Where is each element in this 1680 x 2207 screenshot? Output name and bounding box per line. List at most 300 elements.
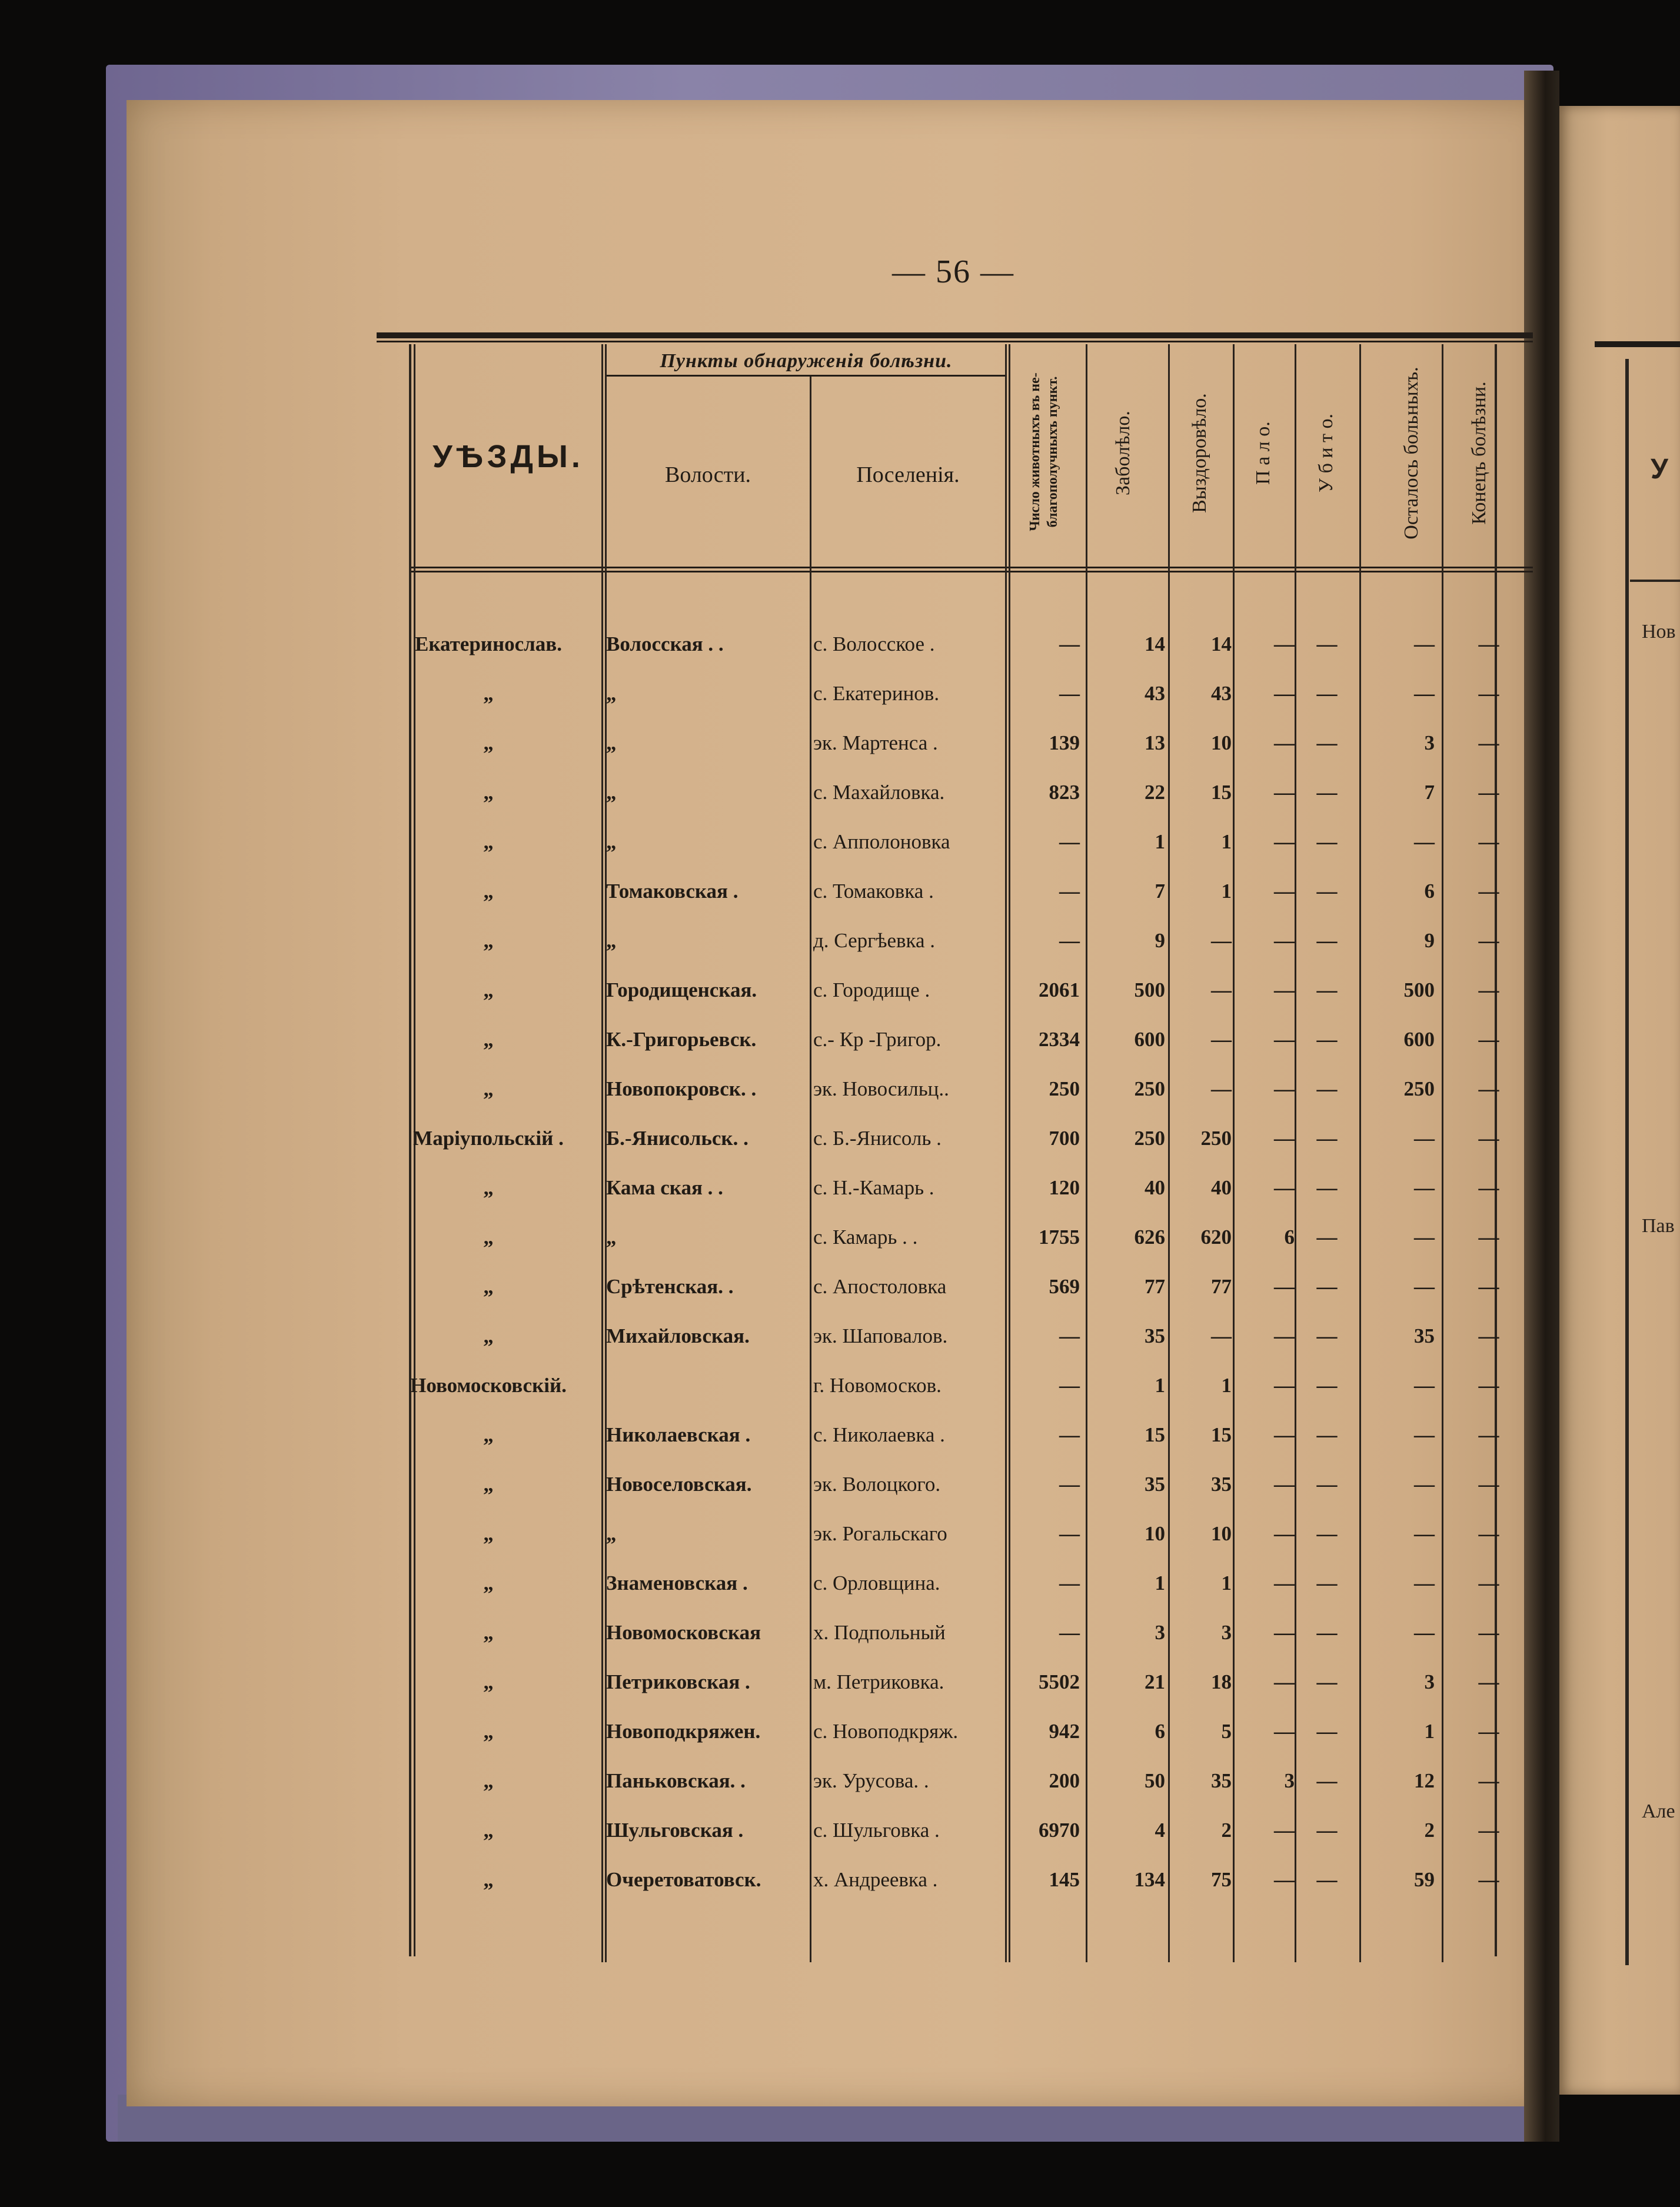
cell-zabolelo: 600 xyxy=(1134,1028,1165,1051)
table-row xyxy=(377,917,1533,967)
cell-konets: — xyxy=(1478,1572,1499,1595)
cell-vyzdorovelo: 15 xyxy=(1211,781,1232,804)
cell-volost: Новопокровск. . xyxy=(606,1077,757,1100)
table-row xyxy=(377,720,1533,769)
cell-ostalos: 2 xyxy=(1424,1819,1435,1842)
cell-animals: 5502 xyxy=(1039,1670,1080,1693)
cell-animals: 6970 xyxy=(1039,1819,1080,1842)
cell-uezd: Маріупольскій . xyxy=(413,1127,564,1150)
cell-ostalos: — xyxy=(1414,1621,1435,1644)
cell-zabolelo: 1 xyxy=(1155,1572,1165,1595)
cell-uezd: „ xyxy=(483,1522,494,1545)
cell-ostalos: 500 xyxy=(1403,978,1435,1001)
cell-zabolelo: 9 xyxy=(1155,929,1165,952)
cell-ostalos: — xyxy=(1414,1275,1435,1298)
cell-volost: „ xyxy=(606,929,617,952)
cell-ubito: — xyxy=(1316,1720,1338,1743)
cell-vyzdorovelo: 3 xyxy=(1221,1621,1232,1644)
cell-palo: — xyxy=(1274,1374,1295,1397)
cell-volost: Срѣтенская. . xyxy=(606,1275,734,1298)
cell-poselenie: м. Петриковка. xyxy=(813,1670,944,1693)
cell-vyzdorovelo: 10 xyxy=(1211,1522,1232,1545)
cell-vyzdorovelo: 75 xyxy=(1211,1868,1232,1891)
cell-animals: — xyxy=(1059,633,1080,655)
cell-konets: — xyxy=(1478,1028,1499,1051)
cell-palo: — xyxy=(1274,1176,1295,1199)
cell-animals: 569 xyxy=(1049,1275,1080,1298)
cell-poselenie: с. Новоподкряж. xyxy=(813,1720,959,1743)
cell-vyzdorovelo: 1 xyxy=(1221,830,1232,853)
cell-konets: — xyxy=(1478,978,1499,1001)
facing-page-column-line xyxy=(1625,359,1629,1965)
cell-vyzdorovelo: — xyxy=(1211,1324,1232,1347)
table-row xyxy=(377,1609,1533,1659)
cell-ubito: — xyxy=(1316,880,1338,903)
cell-ostalos: 600 xyxy=(1403,1028,1435,1051)
cell-ostalos: — xyxy=(1414,1374,1435,1397)
cell-ubito: — xyxy=(1316,1473,1338,1496)
cell-ubito: — xyxy=(1316,1226,1338,1249)
cell-ubito: — xyxy=(1316,1621,1338,1644)
table-row xyxy=(377,1016,1533,1066)
cell-vyzdorovelo: 18 xyxy=(1211,1670,1232,1693)
cell-ostalos: — xyxy=(1414,1522,1435,1545)
cell-vyzdorovelo: 1 xyxy=(1221,1374,1232,1397)
cell-volost: Новоподкряжен. xyxy=(606,1720,761,1743)
cell-zabolelo: 1 xyxy=(1155,1374,1165,1397)
cell-volost: Городищенская. xyxy=(606,978,757,1001)
cell-zabolelo: 21 xyxy=(1145,1670,1165,1693)
cell-poselenie: с. Шульговка . xyxy=(813,1819,940,1842)
cell-zabolelo: 14 xyxy=(1145,633,1165,655)
cell-konets: — xyxy=(1478,1621,1499,1644)
cell-vyzdorovelo: — xyxy=(1211,978,1232,1001)
header-bottom-rule xyxy=(409,567,1533,568)
cell-poselenie: с. Апостоловка xyxy=(813,1275,947,1298)
cell-volost: Очеретоватовск. xyxy=(606,1868,761,1891)
cell-vyzdorovelo: — xyxy=(1211,1077,1232,1100)
header-animals: Число животныхъ въ не-благополучныхъ пункт. xyxy=(1027,372,1060,531)
cell-volost: Михайловская. xyxy=(606,1324,750,1347)
cell-poselenie: с. Апполоновка xyxy=(813,830,950,853)
cell-animals: — xyxy=(1059,1572,1080,1595)
cell-palo: — xyxy=(1274,1028,1295,1051)
cell-poselenie: с. Екатеринов. xyxy=(813,682,940,705)
cell-ubito: — xyxy=(1316,978,1338,1001)
table-row xyxy=(377,1510,1533,1560)
table-row xyxy=(377,1412,1533,1461)
cell-poselenie: с. Николаевка . xyxy=(813,1423,945,1446)
cell-ostalos: — xyxy=(1414,1423,1435,1446)
cell-ubito: — xyxy=(1316,1670,1338,1693)
cell-ubito: — xyxy=(1316,1028,1338,1051)
cell-ostalos: — xyxy=(1414,1127,1435,1150)
cell-poselenie: с. Томаковка . xyxy=(813,880,934,903)
header-zabolelo: Заболѣло. xyxy=(1112,411,1134,495)
cell-animals: — xyxy=(1059,1621,1080,1644)
cell-ostalos: — xyxy=(1414,1473,1435,1496)
cell-ostalos: 35 xyxy=(1414,1324,1435,1347)
cell-ostalos: 9 xyxy=(1424,929,1435,952)
cell-uezd: „ xyxy=(483,1720,494,1743)
cell-vyzdorovelo: 35 xyxy=(1211,1473,1232,1496)
cell-ostalos: 3 xyxy=(1424,731,1435,754)
cell-palo: — xyxy=(1274,1275,1295,1298)
cell-konets: — xyxy=(1478,1473,1499,1496)
cell-vyzdorovelo: 43 xyxy=(1211,682,1232,705)
cell-zabolelo: 3 xyxy=(1155,1621,1165,1644)
cell-animals: — xyxy=(1059,1324,1080,1347)
cell-poselenie: с. Орловщина. xyxy=(813,1572,940,1595)
cell-ubito: — xyxy=(1316,781,1338,804)
cell-zabolelo: 4 xyxy=(1155,1819,1165,1842)
cell-vyzdorovelo: 620 xyxy=(1200,1226,1232,1249)
table-row xyxy=(377,1708,1533,1757)
cell-konets: — xyxy=(1478,1176,1499,1199)
cell-palo: 6 xyxy=(1284,1226,1295,1249)
table-row xyxy=(377,1115,1533,1164)
table-row xyxy=(377,1263,1533,1313)
cell-ubito: — xyxy=(1316,1572,1338,1595)
facing-page-rule xyxy=(1595,341,1680,347)
cell-poselenie: эк. Мартенса . xyxy=(813,731,938,754)
cell-konets: — xyxy=(1478,1769,1499,1792)
cell-animals: — xyxy=(1059,929,1080,952)
table-row xyxy=(377,967,1533,1016)
cell-palo: — xyxy=(1274,781,1295,804)
cell-ubito: — xyxy=(1316,731,1338,754)
facing-page-header-fragment: У xyxy=(1651,454,1668,485)
cell-ubito: — xyxy=(1316,1077,1338,1100)
cell-animals: — xyxy=(1059,1423,1080,1446)
header-bottom-rule-2 xyxy=(409,571,1533,572)
cell-vyzdorovelo: 14 xyxy=(1211,633,1232,655)
cell-palo: — xyxy=(1274,830,1295,853)
cell-konets: — xyxy=(1478,1374,1499,1397)
header-vyzdorovelo: Выздоровѣло. xyxy=(1189,393,1210,513)
cell-animals: — xyxy=(1059,682,1080,705)
cell-animals: — xyxy=(1059,830,1080,853)
cell-uezd: Новомосковскій. xyxy=(410,1374,567,1397)
cell-ostalos: — xyxy=(1414,633,1435,655)
cell-zabolelo: 500 xyxy=(1134,978,1165,1001)
cell-zabolelo: 250 xyxy=(1134,1127,1165,1150)
cell-konets: — xyxy=(1478,1720,1499,1743)
cell-zabolelo: 35 xyxy=(1145,1324,1165,1347)
table-top-rule xyxy=(377,332,1533,338)
cell-animals: — xyxy=(1059,1473,1080,1496)
cell-ubito: — xyxy=(1316,682,1338,705)
cell-ostalos: 7 xyxy=(1424,781,1435,804)
cell-konets: — xyxy=(1478,880,1499,903)
cell-volost: Петриковская . xyxy=(606,1670,750,1693)
cell-ubito: — xyxy=(1316,929,1338,952)
cell-volost: Б.-Янисольск. . xyxy=(606,1127,748,1150)
facing-page-row-fragment: Нов xyxy=(1642,621,1676,643)
cell-ubito: — xyxy=(1316,1176,1338,1199)
facing-page-header-line xyxy=(1630,580,1680,582)
table-row xyxy=(377,670,1533,720)
cell-ubito: — xyxy=(1316,1522,1338,1545)
table-row xyxy=(377,1313,1533,1362)
table-row xyxy=(377,1659,1533,1708)
cell-konets: — xyxy=(1478,1275,1499,1298)
cell-zabolelo: 1 xyxy=(1155,830,1165,853)
cell-volost: Шульговская . xyxy=(606,1819,744,1842)
cell-ostalos: 3 xyxy=(1424,1670,1435,1693)
cell-vyzdorovelo: 35 xyxy=(1211,1769,1232,1792)
cell-zabolelo: 10 xyxy=(1145,1522,1165,1545)
cell-uezd: „ xyxy=(483,1572,494,1595)
cell-animals: 1755 xyxy=(1039,1226,1080,1249)
table-row xyxy=(377,1807,1533,1856)
cell-ubito: — xyxy=(1316,1127,1338,1150)
cell-uezd: „ xyxy=(483,929,494,952)
cell-poselenie: с.- Кр -Григор. xyxy=(813,1028,942,1051)
cell-konets: — xyxy=(1478,929,1499,952)
cell-palo: — xyxy=(1274,633,1295,655)
cell-uezd: „ xyxy=(483,781,494,804)
cell-volost: Николаевская . xyxy=(606,1423,751,1446)
header-ostalos: Осталось больныхъ. xyxy=(1400,367,1422,540)
cell-volost: „ xyxy=(606,1522,617,1545)
cell-volost: Кама ская . . xyxy=(606,1176,723,1199)
table-row xyxy=(377,1461,1533,1510)
cell-volost: Волосская . . xyxy=(606,633,724,655)
cell-palo: — xyxy=(1274,1324,1295,1347)
cell-ostalos: 6 xyxy=(1424,880,1435,903)
cell-animals: 200 xyxy=(1049,1769,1080,1792)
cell-palo: — xyxy=(1274,1522,1295,1545)
cell-volost: „ xyxy=(606,682,617,705)
cell-poselenie: эк. Новосильц.. xyxy=(813,1077,949,1100)
cell-zabolelo: 22 xyxy=(1145,781,1165,804)
cell-animals: 2334 xyxy=(1039,1028,1080,1051)
cell-poselenie: с. Камарь . . xyxy=(813,1226,918,1249)
cell-ostalos: 250 xyxy=(1403,1077,1435,1100)
cell-poselenie: х. Андреевка . xyxy=(813,1868,938,1891)
cell-ubito: — xyxy=(1316,1324,1338,1347)
cell-ostalos: 59 xyxy=(1414,1868,1435,1891)
cell-zabolelo: 6 xyxy=(1155,1720,1165,1743)
table-top-rule-thin xyxy=(377,341,1533,342)
page-number: — 56 — xyxy=(892,254,1014,290)
cell-animals: 700 xyxy=(1049,1127,1080,1150)
cell-uezd: „ xyxy=(483,1077,494,1100)
cell-palo: — xyxy=(1274,731,1295,754)
cell-vyzdorovelo: — xyxy=(1211,1028,1232,1051)
cell-ubito: — xyxy=(1316,1769,1338,1792)
cell-palo: — xyxy=(1274,1670,1295,1693)
cell-vyzdorovelo: 77 xyxy=(1211,1275,1232,1298)
cell-vyzdorovelo: 1 xyxy=(1221,880,1232,903)
cell-volost: „ xyxy=(606,830,617,853)
table-row xyxy=(377,1164,1533,1214)
cell-ostalos: — xyxy=(1414,682,1435,705)
cell-vyzdorovelo: 5 xyxy=(1221,1720,1232,1743)
cell-zabolelo: 7 xyxy=(1155,880,1165,903)
cell-animals: 250 xyxy=(1049,1077,1080,1100)
cell-poselenie: эк. Рогальскаго xyxy=(813,1522,947,1545)
cell-vyzdorovelo: 15 xyxy=(1211,1423,1232,1446)
cell-uezd: „ xyxy=(483,1868,494,1891)
cell-konets: — xyxy=(1478,1522,1499,1545)
cell-volost: Новоселовская. xyxy=(606,1473,752,1496)
cell-volost: К.-Григорьевск. xyxy=(606,1028,757,1051)
cell-uezd: „ xyxy=(483,1621,494,1644)
cell-zabolelo: 134 xyxy=(1134,1868,1165,1891)
cell-konets: — xyxy=(1478,1226,1499,1249)
facing-page-row-fragment: Пав xyxy=(1642,1215,1675,1237)
table-row xyxy=(377,818,1533,868)
cell-uezd: „ xyxy=(483,1275,494,1298)
cell-uezd: „ xyxy=(483,1473,494,1496)
cell-palo: — xyxy=(1274,1077,1295,1100)
cell-ostalos: — xyxy=(1414,830,1435,853)
cell-poselenie: с. Волосское . xyxy=(813,633,935,655)
cell-poselenie: эк. Шаповалов. xyxy=(813,1324,948,1347)
cell-uezd: „ xyxy=(483,1226,494,1249)
table-row xyxy=(377,1560,1533,1609)
table-row xyxy=(377,1066,1533,1115)
header-volost: Волости. xyxy=(664,462,751,487)
cell-zabolelo: 50 xyxy=(1145,1769,1165,1792)
cell-volost: Знаменовская . xyxy=(606,1572,748,1595)
cell-animals: 823 xyxy=(1049,781,1080,804)
cell-palo: — xyxy=(1274,682,1295,705)
cell-volost: Томаковская . xyxy=(606,880,738,903)
cell-ostalos: 12 xyxy=(1414,1769,1435,1792)
cell-poselenie: х. Подпольный xyxy=(813,1621,946,1644)
cell-uezd: „ xyxy=(483,1324,494,1347)
cell-poselenie: эк. Волоцкого. xyxy=(813,1473,941,1496)
cell-konets: — xyxy=(1478,830,1499,853)
cell-konets: — xyxy=(1478,1670,1499,1693)
cell-animals: 120 xyxy=(1049,1176,1080,1199)
table-row xyxy=(377,868,1533,917)
cell-ubito: — xyxy=(1316,1275,1338,1298)
cell-uezd: „ xyxy=(483,1423,494,1446)
cell-vyzdorovelo: 2 xyxy=(1221,1819,1232,1842)
cell-animals: — xyxy=(1059,1374,1080,1397)
cell-volost: „ xyxy=(606,1226,617,1249)
cell-poselenie: с. Махайловка. xyxy=(813,781,945,804)
cell-zabolelo: 250 xyxy=(1134,1077,1165,1100)
cell-ostalos: 1 xyxy=(1424,1720,1435,1743)
table-row xyxy=(377,1214,1533,1263)
cell-ubito: — xyxy=(1316,830,1338,853)
cell-volost: Новомосковская xyxy=(606,1621,761,1644)
cell-palo: — xyxy=(1274,1621,1295,1644)
cell-ostalos: — xyxy=(1414,1572,1435,1595)
cell-konets: — xyxy=(1478,1077,1499,1100)
cell-ubito: — xyxy=(1316,1819,1338,1842)
cell-palo: — xyxy=(1274,1473,1295,1496)
cell-konets: — xyxy=(1478,633,1499,655)
cell-palo: — xyxy=(1274,929,1295,952)
cell-poselenie: эк. Урусова. . xyxy=(813,1769,929,1792)
cell-palo: — xyxy=(1274,1572,1295,1595)
group-title: Пункты обнаруженія болѣзни. xyxy=(660,350,953,372)
cell-ostalos: — xyxy=(1414,1176,1435,1199)
cell-ubito: — xyxy=(1316,1868,1338,1891)
cell-zabolelo: 13 xyxy=(1145,731,1165,754)
cell-uezd: „ xyxy=(483,1670,494,1693)
facing-page-row-fragment: Але xyxy=(1642,1800,1675,1822)
cell-palo: 3 xyxy=(1284,1769,1295,1792)
cell-zabolelo: 626 xyxy=(1134,1226,1165,1249)
cell-konets: — xyxy=(1478,731,1499,754)
cell-ubito: — xyxy=(1316,633,1338,655)
cell-palo: — xyxy=(1274,1423,1295,1446)
cell-animals: 942 xyxy=(1049,1720,1080,1743)
cell-konets: — xyxy=(1478,1324,1499,1347)
header-poselenie: Поселенія. xyxy=(856,462,960,487)
cell-uezd: Екатеринослав. xyxy=(415,633,562,655)
table-row xyxy=(377,1856,1533,1906)
cell-vyzdorovelo: 10 xyxy=(1211,731,1232,754)
cell-konets: — xyxy=(1478,781,1499,804)
cell-vyzdorovelo: — xyxy=(1211,929,1232,952)
cell-ubito: — xyxy=(1316,1423,1338,1446)
cell-zabolelo: 77 xyxy=(1145,1275,1165,1298)
cell-zabolelo: 43 xyxy=(1145,682,1165,705)
cell-palo: — xyxy=(1274,1868,1295,1891)
table-row xyxy=(377,1362,1533,1412)
cell-vyzdorovelo: 40 xyxy=(1211,1176,1232,1199)
cell-ubito: — xyxy=(1316,1374,1338,1397)
cell-palo: — xyxy=(1274,1819,1295,1842)
header-uezd: УѢЗДЫ. xyxy=(433,439,584,474)
disease-table xyxy=(377,332,1533,1962)
cell-poselenie: г. Новомосков. xyxy=(813,1374,942,1397)
cell-animals: 2061 xyxy=(1039,978,1080,1001)
cell-konets: — xyxy=(1478,682,1499,705)
cell-konets: — xyxy=(1478,1819,1499,1842)
cell-animals: 139 xyxy=(1049,731,1080,754)
cell-vyzdorovelo: 1 xyxy=(1221,1572,1232,1595)
cell-uezd: „ xyxy=(483,1769,494,1792)
header-ubito: У б и т о. xyxy=(1315,414,1337,492)
cell-zabolelo: 40 xyxy=(1145,1176,1165,1199)
cell-animals: 145 xyxy=(1049,1868,1080,1891)
cell-palo: — xyxy=(1274,880,1295,903)
table-row xyxy=(377,769,1533,818)
header-konets: Конецъ болѣзни. xyxy=(1468,381,1490,525)
facing-page xyxy=(1559,106,1680,2095)
cell-zabolelo: 15 xyxy=(1145,1423,1165,1446)
group-title-underline xyxy=(606,375,1006,377)
cell-uezd: „ xyxy=(483,1819,494,1842)
cell-poselenie: д. Сергѣевка . xyxy=(813,929,936,952)
cell-volost: Паньковская. . xyxy=(606,1769,746,1792)
cell-zabolelo: 35 xyxy=(1145,1473,1165,1496)
cell-uezd: „ xyxy=(483,682,494,705)
table-row xyxy=(377,1757,1533,1807)
cell-uezd: „ xyxy=(483,1028,494,1051)
cell-konets: — xyxy=(1478,1868,1499,1891)
cell-palo: — xyxy=(1274,1127,1295,1150)
cell-uezd: „ xyxy=(483,880,494,903)
cell-animals: — xyxy=(1059,1522,1080,1545)
cell-palo: — xyxy=(1274,1720,1295,1743)
cell-poselenie: с. Б.-Янисоль . xyxy=(813,1127,942,1150)
cell-ostalos: — xyxy=(1414,1226,1435,1249)
header-palo: П а л о. xyxy=(1252,421,1274,485)
cell-poselenie: с. Н.-Камарь . xyxy=(813,1176,934,1199)
cell-poselenie: с. Городище . xyxy=(813,978,930,1001)
cell-uezd: „ xyxy=(483,978,494,1001)
